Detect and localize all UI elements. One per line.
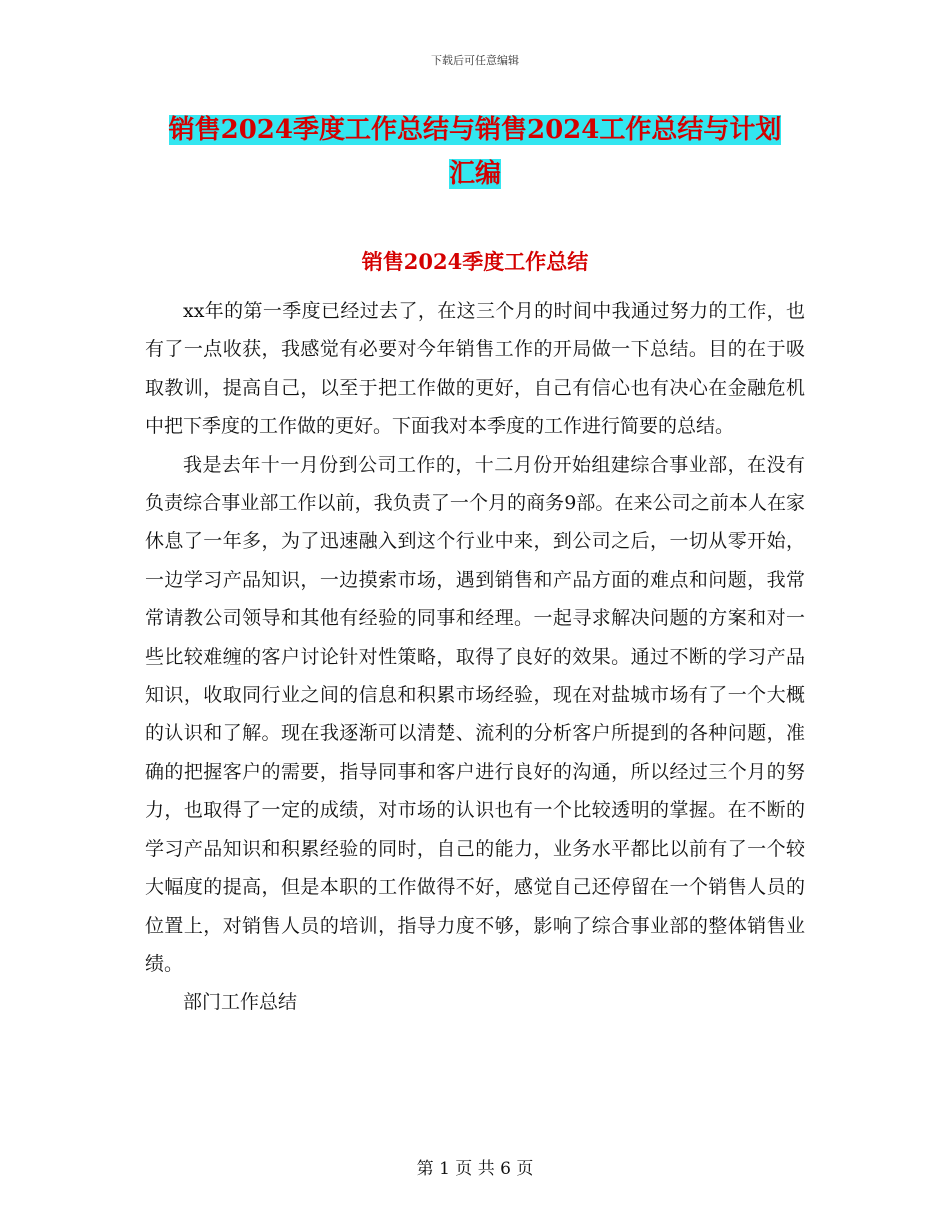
paragraph: 部门工作总结 — [183, 991, 298, 1014]
paragraph: xx年的第一季度已经过去了，在这三个月的时间中我通过努力的工作，也有了一点收获，我感觉有必要对今年销售工作的开局做一下总结。目的在于吸取教训，提高自己，以至于把工作做的更好，自己有信心也有决心在金融危机中把下季度的工作做的更好。下面我对本季度的工作进行简要的总结。 — [145, 300, 805, 438]
document-title — [140, 108, 810, 196]
paragraph: 我是去年十一月份到公司工作的，十二月份开始组建综合事业部，在没有负责综合事业部工作以前，我负责了一个月的商务9部。在来公司之前本人在家休息了一年多，为了迅速融入到这个行业中来，到公司之后，一切从零开始，一边学习产品知识，一边摸索市场，遇到销售和产品方面的难点和问题，我常常请教公司领导和其他有经验的同事和经理。一起寻求解决问题的方案和对一些比较难缠的客户讨论针对性策略，取得了良好的效果。通过不断的学习产品知识，收取同行业之间的信息和积累市场经验，现在对盐城市场有了一个大概的认识和了解。现在我逐渐可以清楚、流利的分析客户所提到的各种问题，准确的把握客户的需要，指导同事和客户进行良好的沟通，所以经过三个月的努力，也取得了一定的成绩，对市场的认识也有一个比较透明的掌握。在不断的学习产品知识和积累经验的同时，自己的能力，业务水平都比以前有了一个较大幅度的提高，但是本职的工作做得不好，感觉自己还停留在一个销售人员的位置上，对销售人员的培训，指导力度不够，影响了综合事业部的整体销售业绩。 — [145, 453, 805, 975]
title-line-2: 汇编 — [448, 159, 501, 189]
header-note: 下载后可任意编辑 — [431, 54, 519, 67]
document-body — [145, 292, 805, 1022]
title-line-1: 销售2024季度工作总结与销售2024工作总结与计划 — [168, 115, 782, 145]
page-footer: 第 1 页 共 6 页 — [416, 1159, 534, 1179]
section-title: 销售2024季度工作总结 — [361, 249, 589, 274]
